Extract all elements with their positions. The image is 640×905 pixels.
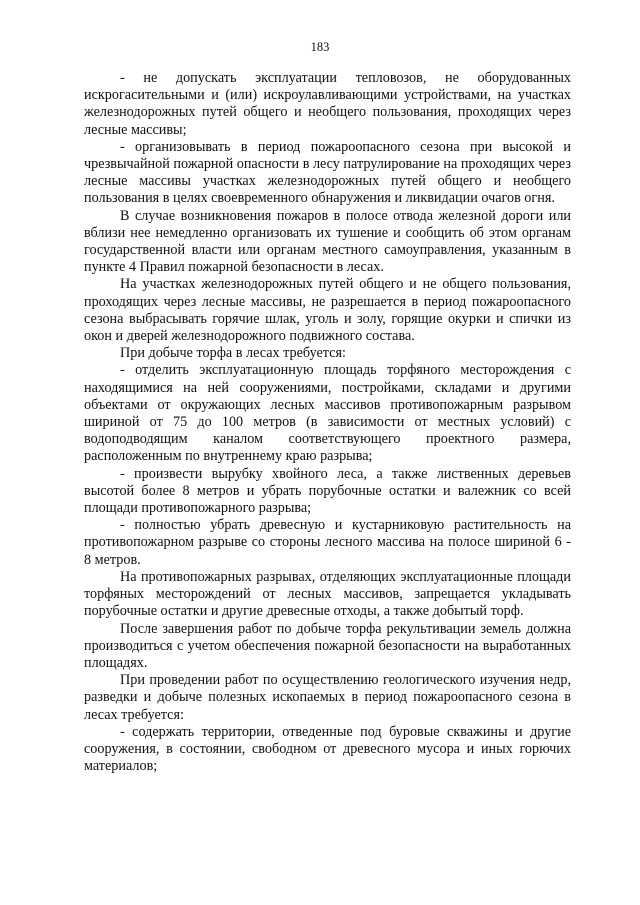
paragraph: На участках железнодорожных путей общего и не общего пользования, проходящих через лесные массивы, не разрешается в период пожароопасного сезона выбрасывать горячие шлак, уголь и золу, горящие окурки и спички из окон и дверей железнодорожного подвижного состава. bbox=[84, 276, 571, 345]
paragraph: В случае возникновения пожаров в полосе отвода железной дороги или вблизи нее немедленно организовать их тушение и сообщить об этом органам государственной власти или органам местного самоуправления, указанным в пункте 4 Правил пожарной безопасности в лесах. bbox=[84, 207, 571, 276]
paragraph: - содержать территории, отведенные под буровые скважины и другие сооружения, в состоянии, свободном от древесного мусора и иных горючих материалов; bbox=[84, 723, 571, 775]
paragraph: - полностью убрать древесную и кустарниковую растительность на противопожарном разрыве со стороны лесного массива на полосе шириной 6 - 8 метров. bbox=[84, 517, 571, 568]
paragraph: При добыче торфа в лесах требуется: bbox=[120, 345, 346, 362]
paragraph: - организовывать в период пожароопасного сезона при высокой и чрезвычайной пожарной опасности в лесу патрулирование на проходящих через лесные массивы участках железнодорожных путей общего и необщего пользования в целях своевременного обнаружения и ликвидации очагов огня. bbox=[84, 138, 571, 207]
paragraph: При проведении работ по осуществлению геологического изучения недр, разведки и добыче полезных ископаемых в период пожароопасного сезона в лесах требуется: bbox=[84, 672, 571, 723]
paragraph: - отделить эксплуатационную площадь торфяного месторождения с находящимися на ней сооружениями, постройками, складами и другими объектами от окружающих лесных массивов противопожарным разрывом шириной от 75 до 100 метров (в зависимости от местных условий) с водоподводящим каналом соответствующего проектного размера, расположенным по внутреннему краю разрыва; bbox=[84, 362, 571, 465]
paragraph: После завершения работ по добыче торфа рекультивации земель должна производиться с учетом обеспечения пожарной безопасности на выработанных площадях. bbox=[84, 620, 571, 671]
page-number: 183 bbox=[310, 40, 330, 54]
body-text bbox=[84, 70, 571, 775]
paragraph: - произвести вырубку хвойного леса, а также лиственных деревьев высотой более 8 метров и убрать порубочные остатки и валежник со всей площади противопожарного разрыва; bbox=[84, 465, 571, 517]
paragraph: На противопожарных разрывах, отделяющих эксплуатационные площади торфяных месторождений от лесных массивов, запрещается укладывать порубочные остатки и другие древесные отходы, а также добытый торф. bbox=[84, 568, 571, 620]
paragraph: - не допускать эксплуатации тепловозов, не оборудованных искрогасительными и (или) искроулавливающими устройствами, на участках железнодорожных путей общего и необщего пользования, проходящих через лесные массивы; bbox=[84, 70, 571, 138]
